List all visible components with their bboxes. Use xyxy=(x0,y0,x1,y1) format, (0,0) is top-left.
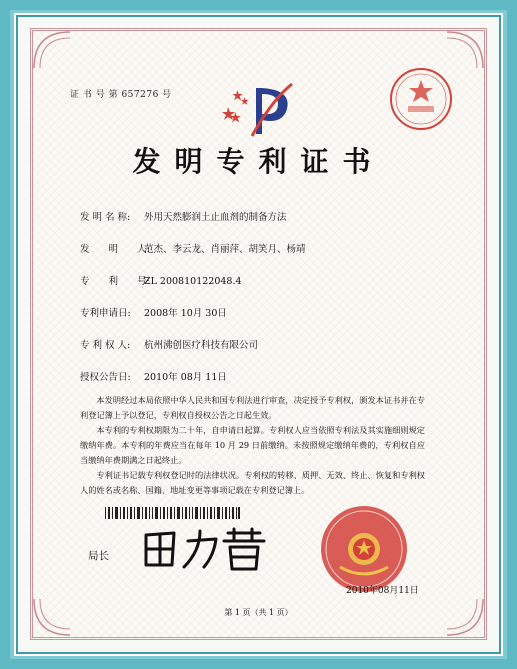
patent-office-logo xyxy=(222,80,302,142)
official-seal xyxy=(318,503,410,595)
field-label: 发 明 名 称: xyxy=(80,212,131,223)
field-value: 杭州沸创医疗科技有限公司 xyxy=(144,340,259,351)
field-inventors xyxy=(80,241,306,255)
field-value: ZL 200810122048.4 xyxy=(144,276,242,287)
field-invention-title xyxy=(80,209,287,223)
field-patentee xyxy=(80,337,258,351)
corner-ornament-top-right xyxy=(445,30,485,70)
corner-ornament-top-left xyxy=(32,30,72,70)
field-label: 专 利 权 人: xyxy=(80,340,131,351)
field-grant-date xyxy=(80,369,227,383)
certificate-number: 证 书 号 第 657276 号 xyxy=(70,90,172,100)
printing-seal xyxy=(388,66,454,132)
field-label: 专利申请日: xyxy=(80,308,131,319)
director-signature xyxy=(140,525,270,573)
field-patent-number xyxy=(80,273,242,287)
field-label: 发 明 人: xyxy=(80,244,150,255)
field-value: 2010年 08月 11日 xyxy=(144,372,227,383)
certificate-body xyxy=(80,393,425,498)
field-application-date xyxy=(80,305,227,319)
seal-date: 2010年08月11日 xyxy=(346,586,419,596)
barcode xyxy=(105,507,240,519)
body-paragraph: 本发明经过本局依照中华人民共和国专利法进行审查，决定授予专利权，颁发本证书并在专利登记簿上予以登记，专利权自授权公告之日起生效。 xyxy=(80,395,425,420)
page-number: 第 1 页（共 1 页） xyxy=(224,608,293,617)
field-value: 2008年 10月 30日 xyxy=(144,308,227,319)
director-label: 局长 xyxy=(88,550,109,562)
certificate-title: 发明专利证书 xyxy=(132,145,385,178)
field-value: 范杰、李云龙、肖丽萍、胡笑月、杨靖 xyxy=(144,244,306,255)
body-paragraph: 专利证书记载专利权登记时的法律状况。专利权的转移、质押、无效、终止、恢复和专利权人的姓名或名称、国籍、地址变更等事项记载在专利登记簿上。 xyxy=(80,470,425,495)
field-label: 授权公告日: xyxy=(80,372,131,383)
field-label: 专 利 号: xyxy=(80,276,150,287)
field-value: 外用天然膨润土止血剂的制备方法 xyxy=(144,212,287,223)
body-paragraph: 本专利的专利权期限为二十年，自申请日起算。专利权人应当依照专利法及其实施细则规定缴纳年费。本专利的年费应当在每年 10 月 29 日前缴纳。未按照规定缴纳年费的，专利权自应当缴纳年费期满之日起终止。 xyxy=(80,425,425,465)
